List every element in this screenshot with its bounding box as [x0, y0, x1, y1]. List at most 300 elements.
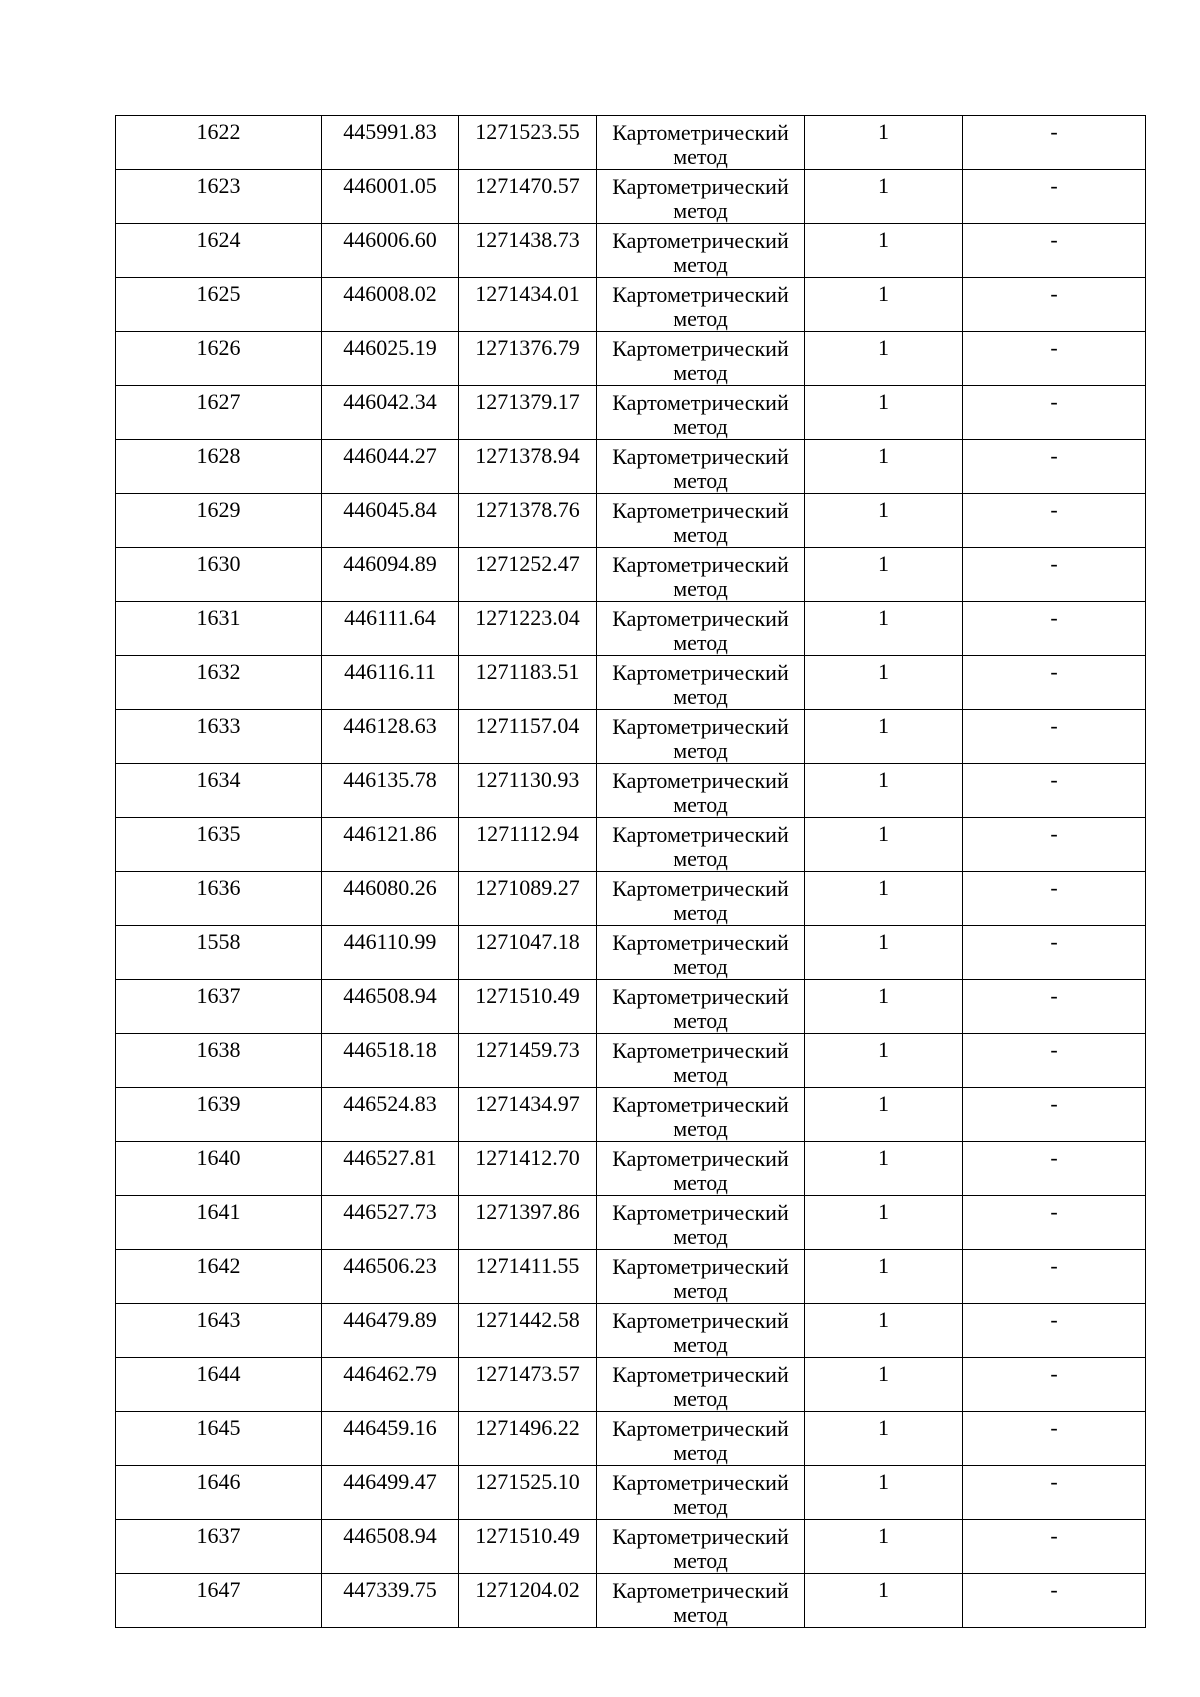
description-cell-text: -	[1050, 335, 1058, 360]
x-coordinate-cell	[322, 656, 459, 710]
method-cell-text: Картометрический метод	[612, 1470, 789, 1519]
description-cell	[963, 764, 1146, 818]
description-cell-text: -	[1050, 389, 1058, 414]
table-row	[116, 278, 1146, 332]
x-coordinate-cell	[322, 1196, 459, 1250]
description-cell-text: -	[1050, 1577, 1058, 1602]
method-cell-text: Картометрический метод	[612, 714, 789, 763]
y-coordinate-cell	[459, 710, 597, 764]
point-number-cell	[116, 386, 322, 440]
description-cell	[963, 1142, 1146, 1196]
y-coordinate-cell	[459, 278, 597, 332]
point-number-cell	[116, 224, 322, 278]
description-cell-text: -	[1050, 281, 1058, 306]
point-number-cell	[116, 872, 322, 926]
description-cell	[963, 602, 1146, 656]
x-coordinate-cell-text: 446499.47	[343, 1469, 437, 1494]
x-coordinate-cell	[322, 548, 459, 602]
point-number-cell-text: 1645	[196, 1415, 241, 1440]
x-coordinate-cell	[322, 1142, 459, 1196]
accuracy-cell	[805, 1466, 963, 1520]
table-row	[116, 1358, 1146, 1412]
point-number-cell-text: 1625	[196, 281, 241, 306]
description-cell-text: -	[1050, 1361, 1058, 1386]
description-cell-text: -	[1050, 605, 1058, 630]
accuracy-cell	[805, 1250, 963, 1304]
point-number-cell-text: 1558	[196, 929, 241, 954]
point-number-cell	[116, 1574, 322, 1628]
method-cell	[597, 116, 805, 170]
description-cell	[963, 1250, 1146, 1304]
x-coordinate-cell-text: 446094.89	[343, 551, 437, 576]
table-row	[116, 1520, 1146, 1574]
table-row	[116, 440, 1146, 494]
table-row	[116, 494, 1146, 548]
point-number-cell-text: 1635	[196, 821, 241, 846]
point-number-cell	[116, 116, 322, 170]
accuracy-cell	[805, 1142, 963, 1196]
method-cell-text: Картометрический метод	[612, 1524, 789, 1573]
table-row	[116, 1088, 1146, 1142]
y-coordinate-cell-text: 1271047.18	[475, 929, 580, 954]
point-number-cell-text: 1639	[196, 1091, 241, 1116]
table-row	[116, 1304, 1146, 1358]
point-number-cell	[116, 602, 322, 656]
y-coordinate-cell-text: 1271523.55	[475, 119, 580, 144]
table-row	[116, 1034, 1146, 1088]
accuracy-cell-text: 1	[878, 389, 889, 414]
y-coordinate-cell-text: 1271525.10	[475, 1469, 580, 1494]
point-number-cell	[116, 1358, 322, 1412]
point-number-cell	[116, 1250, 322, 1304]
x-coordinate-cell	[322, 1466, 459, 1520]
method-cell-text: Картометрический метод	[612, 1038, 789, 1087]
description-cell-text: -	[1050, 1307, 1058, 1332]
method-cell	[597, 710, 805, 764]
accuracy-cell-text: 1	[878, 713, 889, 738]
table-row	[116, 1574, 1146, 1628]
description-cell	[963, 1466, 1146, 1520]
y-coordinate-cell	[459, 1412, 597, 1466]
y-coordinate-cell-text: 1271089.27	[475, 875, 580, 900]
point-number-cell	[116, 1034, 322, 1088]
x-coordinate-cell	[322, 926, 459, 980]
table-row	[116, 710, 1146, 764]
accuracy-cell-text: 1	[878, 1037, 889, 1062]
description-cell	[963, 494, 1146, 548]
method-cell-text: Картометрический метод	[612, 390, 789, 439]
y-coordinate-cell	[459, 980, 597, 1034]
x-coordinate-cell-text: 446508.94	[343, 983, 437, 1008]
accuracy-cell-text: 1	[878, 173, 889, 198]
x-coordinate-cell	[322, 1520, 459, 1574]
x-coordinate-cell-text: 446116.11	[344, 659, 436, 684]
accuracy-cell	[805, 926, 963, 980]
point-number-cell	[116, 1520, 322, 1574]
table-row	[116, 1142, 1146, 1196]
y-coordinate-cell	[459, 656, 597, 710]
accuracy-cell	[805, 548, 963, 602]
method-cell-text: Картометрический метод	[612, 1308, 789, 1357]
method-cell	[597, 1142, 805, 1196]
accuracy-cell	[805, 170, 963, 224]
accuracy-cell-text: 1	[878, 875, 889, 900]
y-coordinate-cell-text: 1271459.73	[475, 1037, 580, 1062]
accuracy-cell-text: 1	[878, 281, 889, 306]
accuracy-cell	[805, 1574, 963, 1628]
y-coordinate-cell-text: 1271376.79	[475, 335, 580, 360]
x-coordinate-cell	[322, 1574, 459, 1628]
accuracy-cell	[805, 710, 963, 764]
method-cell-text: Картометрический метод	[612, 1416, 789, 1465]
point-number-cell-text: 1646	[196, 1469, 241, 1494]
accuracy-cell-text: 1	[878, 929, 889, 954]
method-cell-text: Картометрический метод	[612, 1362, 789, 1411]
y-coordinate-cell-text: 1271496.22	[475, 1415, 580, 1440]
accuracy-cell	[805, 1196, 963, 1250]
accuracy-cell	[805, 116, 963, 170]
y-coordinate-cell-text: 1271411.55	[475, 1253, 580, 1278]
x-coordinate-cell-text: 446508.94	[343, 1523, 437, 1548]
method-cell	[597, 1034, 805, 1088]
y-coordinate-cell	[459, 1088, 597, 1142]
y-coordinate-cell-text: 1271378.76	[475, 497, 580, 522]
point-number-cell-text: 1622	[196, 119, 241, 144]
y-coordinate-cell-text: 1271130.93	[475, 767, 580, 792]
accuracy-cell-text: 1	[878, 1307, 889, 1332]
method-cell	[597, 440, 805, 494]
accuracy-cell-text: 1	[878, 443, 889, 468]
point-number-cell	[116, 548, 322, 602]
description-cell	[963, 278, 1146, 332]
point-number-cell-text: 1636	[196, 875, 241, 900]
point-number-cell-text: 1633	[196, 713, 241, 738]
y-coordinate-cell	[459, 1034, 597, 1088]
method-cell	[597, 818, 805, 872]
accuracy-cell	[805, 494, 963, 548]
accuracy-cell	[805, 1088, 963, 1142]
description-cell	[963, 116, 1146, 170]
table-row	[116, 872, 1146, 926]
accuracy-cell-text: 1	[878, 821, 889, 846]
x-coordinate-cell	[322, 872, 459, 926]
point-number-cell-text: 1634	[196, 767, 241, 792]
y-coordinate-cell-text: 1271378.94	[475, 443, 580, 468]
x-coordinate-cell	[322, 116, 459, 170]
x-coordinate-cell	[322, 1088, 459, 1142]
description-cell-text: -	[1050, 767, 1058, 792]
y-coordinate-cell	[459, 872, 597, 926]
method-cell	[597, 1520, 805, 1574]
point-number-cell-text: 1647	[196, 1577, 241, 1602]
method-cell-text: Картометрический метод	[612, 876, 789, 925]
description-cell-text: -	[1050, 119, 1058, 144]
description-cell	[963, 1304, 1146, 1358]
description-cell-text: -	[1050, 1145, 1058, 1170]
y-coordinate-cell	[459, 1520, 597, 1574]
y-coordinate-cell	[459, 818, 597, 872]
point-number-cell-text: 1629	[196, 497, 241, 522]
accuracy-cell	[805, 1304, 963, 1358]
point-number-cell	[116, 1088, 322, 1142]
table-row	[116, 224, 1146, 278]
method-cell-text: Картометрический метод	[612, 930, 789, 979]
x-coordinate-cell-text: 446527.73	[343, 1199, 437, 1224]
y-coordinate-cell	[459, 386, 597, 440]
x-coordinate-cell	[322, 440, 459, 494]
x-coordinate-cell-text: 446008.02	[343, 281, 437, 306]
x-coordinate-cell-text: 446110.99	[343, 929, 437, 954]
y-coordinate-cell	[459, 440, 597, 494]
accuracy-cell	[805, 278, 963, 332]
description-cell-text: -	[1050, 227, 1058, 252]
x-coordinate-cell-text: 446080.26	[343, 875, 437, 900]
description-cell-text: -	[1050, 821, 1058, 846]
method-cell	[597, 332, 805, 386]
accuracy-cell-text: 1	[878, 1199, 889, 1224]
method-cell-text: Картометрический метод	[612, 120, 789, 169]
method-cell-text: Картометрический метод	[612, 1578, 789, 1627]
description-cell-text: -	[1050, 983, 1058, 1008]
accuracy-cell	[805, 224, 963, 278]
method-cell	[597, 1088, 805, 1142]
y-coordinate-cell-text: 1271412.70	[475, 1145, 580, 1170]
accuracy-cell	[805, 818, 963, 872]
accuracy-cell	[805, 1412, 963, 1466]
x-coordinate-cell-text: 447339.75	[343, 1577, 437, 1602]
description-cell	[963, 548, 1146, 602]
point-number-cell	[116, 170, 322, 224]
x-coordinate-cell-text: 446524.83	[343, 1091, 437, 1116]
point-number-cell-text: 1644	[196, 1361, 241, 1386]
method-cell	[597, 980, 805, 1034]
accuracy-cell	[805, 440, 963, 494]
accuracy-cell	[805, 980, 963, 1034]
description-cell	[963, 1358, 1146, 1412]
point-number-cell	[116, 1466, 322, 1520]
description-cell	[963, 818, 1146, 872]
description-cell-text: -	[1050, 659, 1058, 684]
method-cell	[597, 278, 805, 332]
x-coordinate-cell	[322, 602, 459, 656]
accuracy-cell-text: 1	[878, 659, 889, 684]
description-cell	[963, 440, 1146, 494]
table-row	[116, 116, 1146, 170]
description-cell	[963, 1412, 1146, 1466]
method-cell-text: Картометрический метод	[612, 1254, 789, 1303]
method-cell	[597, 1304, 805, 1358]
y-coordinate-cell-text: 1271397.86	[475, 1199, 580, 1224]
y-coordinate-cell	[459, 926, 597, 980]
accuracy-cell-text: 1	[878, 1415, 889, 1440]
x-coordinate-cell-text: 445991.83	[343, 119, 437, 144]
method-cell-text: Картометрический метод	[612, 336, 789, 385]
y-coordinate-cell-text: 1271510.49	[475, 983, 580, 1008]
table-row	[116, 1250, 1146, 1304]
method-cell-text: Картометрический метод	[612, 444, 789, 493]
method-cell-text: Картометрический метод	[612, 498, 789, 547]
accuracy-cell-text: 1	[878, 497, 889, 522]
accuracy-cell	[805, 602, 963, 656]
point-number-cell-text: 1624	[196, 227, 241, 252]
y-coordinate-cell-text: 1271157.04	[475, 713, 580, 738]
y-coordinate-cell	[459, 224, 597, 278]
x-coordinate-cell	[322, 764, 459, 818]
x-coordinate-cell-text: 446518.18	[343, 1037, 437, 1062]
accuracy-cell-text: 1	[878, 119, 889, 144]
accuracy-cell	[805, 386, 963, 440]
point-number-cell	[116, 278, 322, 332]
method-cell-text: Картометрический метод	[612, 552, 789, 601]
point-number-cell-text: 1626	[196, 335, 241, 360]
y-coordinate-cell-text: 1271510.49	[475, 1523, 580, 1548]
x-coordinate-cell	[322, 224, 459, 278]
point-number-cell-text: 1630	[196, 551, 241, 576]
y-coordinate-cell-text: 1271183.51	[475, 659, 580, 684]
x-coordinate-cell	[322, 818, 459, 872]
method-cell	[597, 224, 805, 278]
y-coordinate-cell	[459, 332, 597, 386]
accuracy-cell-text: 1	[878, 1469, 889, 1494]
x-coordinate-cell	[322, 710, 459, 764]
y-coordinate-cell-text: 1271204.02	[475, 1577, 580, 1602]
method-cell	[597, 386, 805, 440]
x-coordinate-cell	[322, 170, 459, 224]
table-row	[116, 1466, 1146, 1520]
point-number-cell-text: 1623	[196, 173, 241, 198]
x-coordinate-cell	[322, 386, 459, 440]
accuracy-cell-text: 1	[878, 551, 889, 576]
description-cell-text: -	[1050, 713, 1058, 738]
y-coordinate-cell-text: 1271379.17	[475, 389, 580, 414]
point-number-cell	[116, 1304, 322, 1358]
description-cell-text: -	[1050, 1415, 1058, 1440]
x-coordinate-cell-text: 446135.78	[343, 767, 437, 792]
point-number-cell-text: 1641	[196, 1199, 241, 1224]
table-row	[116, 332, 1146, 386]
y-coordinate-cell	[459, 602, 597, 656]
point-number-cell-text: 1642	[196, 1253, 241, 1278]
method-cell	[597, 1196, 805, 1250]
y-coordinate-cell-text: 1271470.57	[475, 173, 580, 198]
y-coordinate-cell	[459, 1196, 597, 1250]
y-coordinate-cell	[459, 1574, 597, 1628]
x-coordinate-cell	[322, 1250, 459, 1304]
table-row	[116, 386, 1146, 440]
y-coordinate-cell	[459, 116, 597, 170]
table-row	[116, 980, 1146, 1034]
point-number-cell-text: 1638	[196, 1037, 241, 1062]
description-cell	[963, 710, 1146, 764]
description-cell	[963, 980, 1146, 1034]
accuracy-cell	[805, 1034, 963, 1088]
table-row	[116, 1412, 1146, 1466]
y-coordinate-cell	[459, 548, 597, 602]
description-cell	[963, 170, 1146, 224]
point-number-cell	[116, 926, 322, 980]
description-cell	[963, 656, 1146, 710]
description-cell	[963, 1034, 1146, 1088]
accuracy-cell	[805, 656, 963, 710]
description-cell	[963, 224, 1146, 278]
description-cell-text: -	[1050, 551, 1058, 576]
x-coordinate-cell-text: 446128.63	[343, 713, 437, 738]
method-cell	[597, 548, 805, 602]
y-coordinate-cell-text: 1271473.57	[475, 1361, 580, 1386]
method-cell	[597, 1574, 805, 1628]
description-cell-text: -	[1050, 443, 1058, 468]
x-coordinate-cell-text: 446045.84	[343, 497, 437, 522]
method-cell	[597, 170, 805, 224]
method-cell	[597, 872, 805, 926]
accuracy-cell	[805, 1358, 963, 1412]
method-cell	[597, 1250, 805, 1304]
point-number-cell-text: 1628	[196, 443, 241, 468]
y-coordinate-cell	[459, 1466, 597, 1520]
description-cell-text: -	[1050, 1199, 1058, 1224]
point-number-cell	[116, 710, 322, 764]
point-number-cell	[116, 818, 322, 872]
x-coordinate-cell-text: 446042.34	[343, 389, 437, 414]
method-cell-text: Картометрический метод	[612, 606, 789, 655]
method-cell-text: Картометрический метод	[612, 1200, 789, 1249]
x-coordinate-cell-text: 446527.81	[343, 1145, 437, 1170]
method-cell-text: Картометрический метод	[612, 768, 789, 817]
x-coordinate-cell-text: 446459.16	[343, 1415, 437, 1440]
y-coordinate-cell	[459, 1304, 597, 1358]
description-cell	[963, 872, 1146, 926]
x-coordinate-cell-text: 446479.89	[343, 1307, 437, 1332]
point-number-cell-text: 1627	[196, 389, 241, 414]
method-cell-text: Картометрический метод	[612, 984, 789, 1033]
point-number-cell	[116, 440, 322, 494]
method-cell-text: Картометрический метод	[612, 660, 789, 709]
point-number-cell-text: 1631	[196, 605, 241, 630]
accuracy-cell-text: 1	[878, 605, 889, 630]
x-coordinate-cell	[322, 1034, 459, 1088]
x-coordinate-cell-text: 446121.86	[343, 821, 437, 846]
method-cell	[597, 602, 805, 656]
coordinates-table	[115, 115, 1146, 1628]
table-row	[116, 170, 1146, 224]
method-cell	[597, 1358, 805, 1412]
x-coordinate-cell-text: 446044.27	[343, 443, 437, 468]
x-coordinate-cell	[322, 1304, 459, 1358]
accuracy-cell-text: 1	[878, 1145, 889, 1170]
description-cell-text: -	[1050, 1253, 1058, 1278]
point-number-cell-text: 1637	[196, 983, 241, 1008]
accuracy-cell-text: 1	[878, 1577, 889, 1602]
description-cell	[963, 1088, 1146, 1142]
x-coordinate-cell-text: 446111.64	[344, 605, 436, 630]
description-cell-text: -	[1050, 1469, 1058, 1494]
description-cell-text: -	[1050, 497, 1058, 522]
y-coordinate-cell	[459, 764, 597, 818]
table-row	[116, 818, 1146, 872]
method-cell	[597, 764, 805, 818]
y-coordinate-cell-text: 1271112.94	[476, 821, 579, 846]
description-cell-text: -	[1050, 1091, 1058, 1116]
x-coordinate-cell	[322, 1358, 459, 1412]
y-coordinate-cell-text: 1271434.01	[475, 281, 580, 306]
table-row	[116, 602, 1146, 656]
accuracy-cell	[805, 872, 963, 926]
x-coordinate-cell	[322, 494, 459, 548]
method-cell-text: Картометрический метод	[612, 1146, 789, 1195]
y-coordinate-cell	[459, 1358, 597, 1412]
method-cell	[597, 1466, 805, 1520]
point-number-cell	[116, 494, 322, 548]
